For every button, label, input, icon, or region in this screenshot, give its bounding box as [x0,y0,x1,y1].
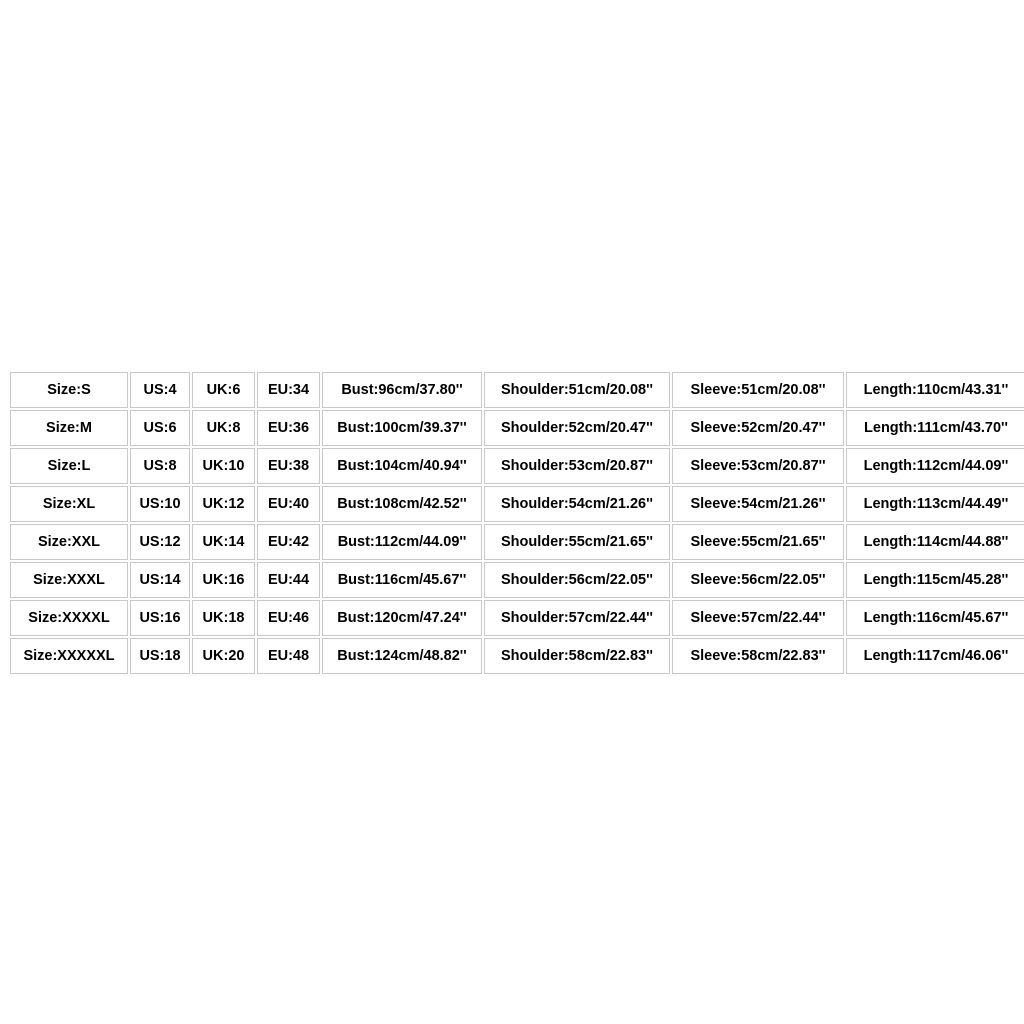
cell-uk: UK:6 [192,372,255,408]
cell-size: Size:XXXXXL [10,638,128,674]
cell-length: Length:115cm/45.28'' [846,562,1024,598]
cell-size: Size:XXXL [10,562,128,598]
cell-sleeve: Sleeve:52cm/20.47'' [672,410,844,446]
cell-bust: Bust:120cm/47.24'' [322,600,482,636]
cell-shoulder: Shoulder:53cm/20.87'' [484,448,670,484]
cell-us: US:18 [130,638,190,674]
cell-us: US:14 [130,562,190,598]
table-row [10,486,1024,522]
cell-uk: UK:12 [192,486,255,522]
cell-bust: Bust:96cm/37.80'' [322,372,482,408]
cell-bust: Bust:108cm/42.52'' [322,486,482,522]
cell-bust: Bust:100cm/39.37'' [322,410,482,446]
cell-shoulder: Shoulder:52cm/20.47'' [484,410,670,446]
cell-bust: Bust:124cm/48.82'' [322,638,482,674]
cell-uk: UK:10 [192,448,255,484]
cell-shoulder: Shoulder:55cm/21.65'' [484,524,670,560]
cell-us: US:4 [130,372,190,408]
cell-sleeve: Sleeve:51cm/20.08'' [672,372,844,408]
size-chart-container [8,370,1016,676]
table-row [10,410,1024,446]
cell-uk: UK:8 [192,410,255,446]
cell-eu: EU:42 [257,524,320,560]
cell-shoulder: Shoulder:51cm/20.08'' [484,372,670,408]
table-row [10,638,1024,674]
cell-sleeve: Sleeve:54cm/21.26'' [672,486,844,522]
cell-eu: EU:36 [257,410,320,446]
cell-shoulder: Shoulder:57cm/22.44'' [484,600,670,636]
cell-us: US:12 [130,524,190,560]
cell-length: Length:117cm/46.06'' [846,638,1024,674]
cell-uk: UK:18 [192,600,255,636]
cell-length: Length:114cm/44.88'' [846,524,1024,560]
cell-eu: EU:44 [257,562,320,598]
table-row [10,372,1024,408]
cell-size: Size:XXXXL [10,600,128,636]
cell-eu: EU:40 [257,486,320,522]
cell-size: Size:XXL [10,524,128,560]
cell-size: Size:S [10,372,128,408]
cell-us: US:10 [130,486,190,522]
cell-uk: UK:16 [192,562,255,598]
cell-eu: EU:34 [257,372,320,408]
cell-shoulder: Shoulder:58cm/22.83'' [484,638,670,674]
cell-eu: EU:38 [257,448,320,484]
cell-size: Size:XL [10,486,128,522]
table-row [10,562,1024,598]
cell-eu: EU:46 [257,600,320,636]
cell-shoulder: Shoulder:56cm/22.05'' [484,562,670,598]
cell-length: Length:111cm/43.70'' [846,410,1024,446]
cell-shoulder: Shoulder:54cm/21.26'' [484,486,670,522]
cell-bust: Bust:104cm/40.94'' [322,448,482,484]
cell-size: Size:L [10,448,128,484]
cell-bust: Bust:112cm/44.09'' [322,524,482,560]
cell-size: Size:M [10,410,128,446]
cell-length: Length:113cm/44.49'' [846,486,1024,522]
cell-sleeve: Sleeve:53cm/20.87'' [672,448,844,484]
cell-sleeve: Sleeve:57cm/22.44'' [672,600,844,636]
cell-length: Length:112cm/44.09'' [846,448,1024,484]
cell-sleeve: Sleeve:55cm/21.65'' [672,524,844,560]
cell-uk: UK:20 [192,638,255,674]
cell-length: Length:116cm/45.67'' [846,600,1024,636]
table-row [10,600,1024,636]
cell-sleeve: Sleeve:56cm/22.05'' [672,562,844,598]
size-chart-table [8,370,1024,676]
cell-us: US:8 [130,448,190,484]
cell-uk: UK:14 [192,524,255,560]
cell-bust: Bust:116cm/45.67'' [322,562,482,598]
cell-eu: EU:48 [257,638,320,674]
table-row [10,448,1024,484]
table-row [10,524,1024,560]
cell-length: Length:110cm/43.31'' [846,372,1024,408]
cell-us: US:6 [130,410,190,446]
cell-sleeve: Sleeve:58cm/22.83'' [672,638,844,674]
cell-us: US:16 [130,600,190,636]
